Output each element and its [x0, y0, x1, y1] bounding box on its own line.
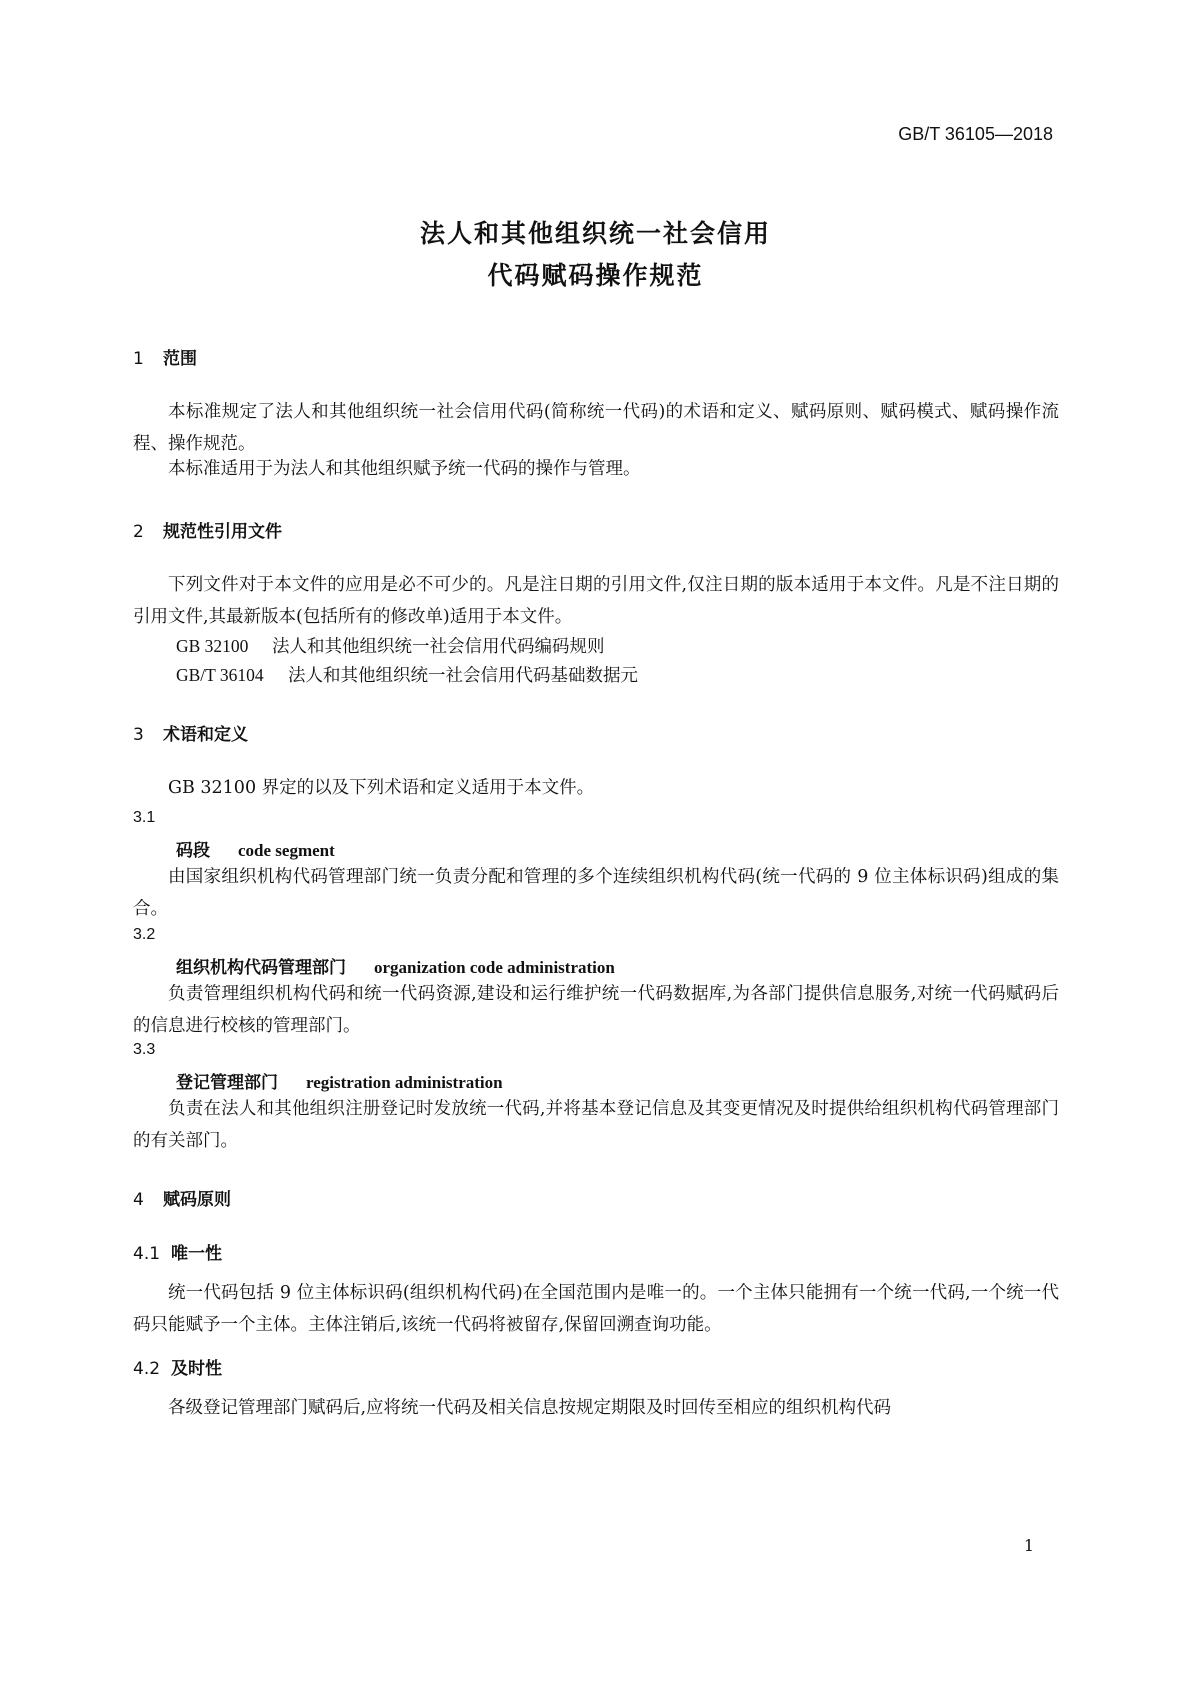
- section-number: 3: [133, 725, 144, 745]
- term-english: code segment: [238, 841, 335, 860]
- reference-code: GB/T 36104: [176, 665, 264, 685]
- section-title: 赋码原则: [163, 1190, 231, 1210]
- term-definition: 负责在法人和其他组织注册登记时发放统一代码,并将基本登记信息及其变更情况及时提供给组织机构代码管理部门的有关部门。: [133, 1099, 1059, 1151]
- section-number: 4: [133, 1190, 144, 1210]
- reference-title: 法人和其他组织统一社会信用代码编码规则: [272, 637, 605, 657]
- subsection-4-1-heading: [133, 1239, 222, 1264]
- term-chinese: 组织机构代码管理部门: [176, 958, 346, 978]
- subsection-title: 及时性: [171, 1359, 222, 1379]
- term-english: registration administration: [306, 1073, 503, 1092]
- section-title: 术语和定义: [163, 725, 248, 745]
- section-number: 1: [133, 349, 144, 369]
- section-title: 规范性引用文件: [163, 522, 282, 542]
- term-chinese: 码段: [176, 841, 210, 861]
- reference-title: 法人和其他组织统一社会信用代码基础数据元: [288, 666, 638, 686]
- paragraph: 下列文件对于本文件的应用是必不可少的。凡是注日期的引用文件,仅注日期的版本适用于本文件。凡是不注日期的引用文件,其最新版本(包括所有的修改单)适用于本文件。: [133, 575, 1059, 627]
- subsection-number: 4.2: [133, 1359, 161, 1379]
- section-number: 2: [133, 522, 144, 542]
- term-english: organization code administration: [374, 958, 615, 977]
- subsection-number: 4.1: [133, 1244, 161, 1264]
- section-1-heading: [133, 344, 197, 369]
- subsection-title: 唯一性: [171, 1244, 222, 1264]
- term-chinese: 登记管理部门: [176, 1073, 278, 1093]
- term-definition: 负责管理组织机构代码和统一代码资源,建设和运行维护统一代码数据库,为各部门提供信息服务,对统一代码赋码后的信息进行校核的管理部门。: [133, 984, 1059, 1036]
- paragraph: 本标准适用于为法人和其他组织赋予统一代码的操作与管理。: [168, 459, 641, 479]
- term-name: [176, 953, 615, 978]
- term-number: 3.3: [133, 1041, 156, 1058]
- page-number: 1: [1023, 1536, 1034, 1555]
- paragraph: GB 32100 界定的以及下列术语和定义适用于本文件。: [168, 778, 595, 798]
- section-2-heading: [133, 517, 282, 542]
- document-code: GB/T 36105—2018: [898, 124, 1053, 144]
- title-line-1: 法人和其他组织统一社会信用: [419, 219, 771, 248]
- section-4-heading: [133, 1185, 231, 1210]
- term-name: [176, 1068, 503, 1093]
- title-line-2: 代码赋码操作规范: [487, 261, 704, 290]
- term-number: 3.1: [133, 809, 156, 826]
- term-number: 3.2: [133, 926, 156, 943]
- section-3-heading: [133, 720, 248, 745]
- subsection-4-2-heading: [133, 1354, 222, 1379]
- term-definition: 由国家组织机构代码管理部门统一负责分配和管理的多个连续组织机构代码(统一代码的 9 位主体标识码)组成的集合。: [133, 867, 1059, 919]
- paragraph: 本标准规定了法人和其他组织统一社会信用代码(简称统一代码)的术语和定义、赋码原则、赋码模式、赋码操作流程、操作规范。: [133, 402, 1059, 454]
- reference-item: [176, 662, 638, 687]
- reference-code: GB 32100: [176, 636, 249, 656]
- reference-item: [176, 633, 605, 658]
- paragraph: 统一代码包括 9 位主体标识码(组织机构代码)在全国范围内是唯一的。一个主体只能拥有一个统一代码,一个统一代码只能赋予一个主体。主体注销后,该统一代码将被留存,保留回溯查询功能。: [133, 1283, 1059, 1335]
- term-name: [176, 836, 335, 861]
- paragraph: 各级登记管理部门赋码后,应将统一代码及相关信息按规定期限及时回传至相应的组织机构代码: [168, 1398, 892, 1418]
- section-title: 范围: [163, 349, 197, 369]
